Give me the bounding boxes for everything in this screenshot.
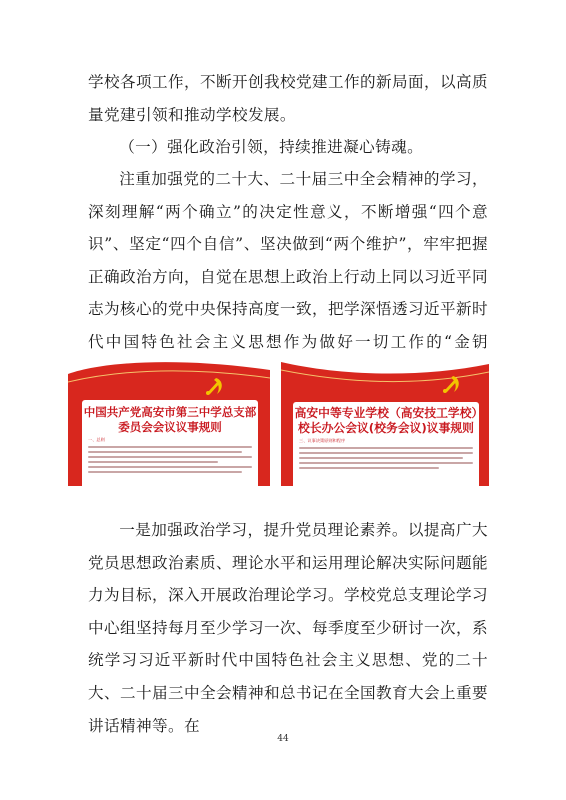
text-line [299,462,473,464]
page-number: 44 [277,734,289,744]
text-line [299,447,473,449]
right-rules-board [281,352,489,486]
rules-board-photos [68,352,489,486]
text-line [299,452,473,454]
section-heading: （一）强化政治引领，持续推进凝心铸魂。 [119,138,424,156]
left-rules-board [68,352,270,486]
text-line [88,471,242,473]
party-emblem-icon [202,374,226,398]
left-board-title: 中国共产党高安市第三中学总支部委员会会议议事规则 [83,405,257,434]
text-line [88,446,252,448]
text-line [88,451,242,453]
text-line [88,466,252,468]
right-board-section: 三、议事决策原则和程序 [299,438,346,443]
text-line [299,457,463,459]
text-line [88,456,252,458]
paragraph-political-study: 一是加强政治学习，提升党员理论素养。以提高广大党员思想政治素质、理论水平和运用理论解决实际问题能力为目标，深入开展政治理论学习。学校党总支理论学习中心组坚持每月至少学习一次、每季度至少研讨一次，系统学习习近平新时代中国特色社会主义思想、党的二十大、二十届三中全会精神和总书记在全国教育大会上重要讲话精神等。在 [88,521,488,735]
right-board-panel [293,402,479,486]
text-line [88,461,218,463]
text-line [299,467,439,469]
right-board-title: 高安中等专业学校（高安技工学校）校长办公会议(校务会议)议事规则 [294,406,478,435]
left-board-section: 一、总则 [88,437,105,442]
party-emblem-icon [439,372,463,396]
left-board-panel [82,400,258,486]
paragraph-political-guidance: 注重加强党的二十大、二十届三中全会精神的学习，深刻理解“两个确立”的决定性意义，不断增强“四个意识”、坚定“四个自信”、坚决做到“两个维护”，牢牢把握正确政治方向，自觉在思想上政治上行动上同以习近平同志为核心的党中央保持高度一致，把学深悟透习近平新时代中国特色社会主义思想作为做好一切工作的“金钥 [88,170,488,351]
paragraph-intro-continuation: 学校各项工作，不断开创我校党建工作的新局面，以高质量党建引领和推动学校发展。 [88,73,488,124]
